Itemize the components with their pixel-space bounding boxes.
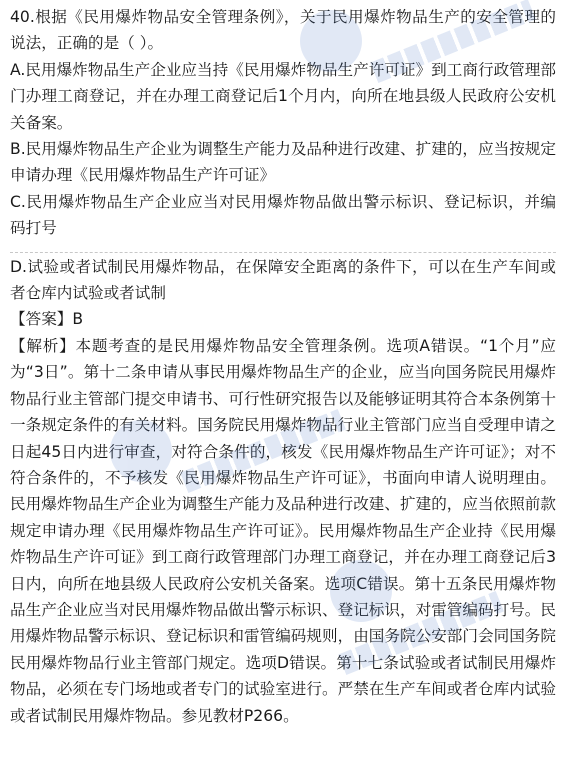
analysis-paragraph xyxy=(10,333,556,729)
option-b: B.民用爆炸物品生产企业为调整生产能力及品种进行改建、扩建的，应当按规定申请办理《民用爆炸物品生产许可证》 xyxy=(10,140,556,185)
section-divider xyxy=(10,252,556,253)
option-c: C.民用爆炸物品生产企业应当对民用爆炸物品做出警示标识、登记标识，并编码打号 xyxy=(10,192,556,238)
analysis-label: 【解析】 xyxy=(10,336,76,355)
analysis-text: 本题考查的是民用爆炸物品安全管理条例。选项A错误。“1个月”应为“3日”。第十二条申请从事民用爆炸物品生产的企业，应当向国务院民用爆炸物品行业主管部门提交申请书、可行性研究报告以及能够证明其符合本条例第十一条规定条件的有关材料。国务院民用爆炸物品行业主管部门应当自受理申请之日起45日内进行审查，对符合条件的，核发《民用爆炸物品生产许可证》；对不符合条件的，不予核发《民用爆炸物品生产许可证》，书面向申请人说明理由。民用爆炸物品生产企业为调整生产能力及品种进行改建、扩建的，应当依照前款规定申请办理《民用爆炸物品生产许可证》。民用爆炸物品生产企业持《民用爆炸物品生产许可证》到工商行政管理部门办理工商登记，并在办理工商登记后3日内，向所在地县级人民政府公安机关备案。选项C错误。第十五条民用爆炸物品生产企业应当对民用爆炸物品做出警示标识、登记标识，对雷管编码打号。民用爆炸物品警示标识、登记标识和雷管编码规则，由国务院公安部门会同国务院民用爆炸物品行业主管部门规定。选项D错误。第十七条试验或者试制民用爆炸物品，必须在专门场地或者专门的试验室进行。严禁在生产车间或者仓库内试验或者试制民用爆炸物品。参见教材P266。 xyxy=(10,336,556,725)
answer-line xyxy=(10,306,556,332)
question-stem: 40.根据《民用爆炸物品安全管理条例》，关于民用爆炸物品生产的安全管理的说法，正确的是（ ）。 xyxy=(10,8,556,53)
answer-label: 【答案】 xyxy=(10,310,73,329)
answer-value: B xyxy=(72,310,84,329)
option-a: A.民用爆炸物品生产企业应当持《民用爆炸物品生产许可证》到工商行政管理部门办理工商登记，并在办理工商登记后1个月内，向所在地县级人民政府公安机关备案。 xyxy=(10,60,556,132)
option-d: D.试验或者试制民用爆炸物品，在保障安全距离的条件下，可以在生产车间或者仓库内试验或者试制 xyxy=(10,257,556,303)
